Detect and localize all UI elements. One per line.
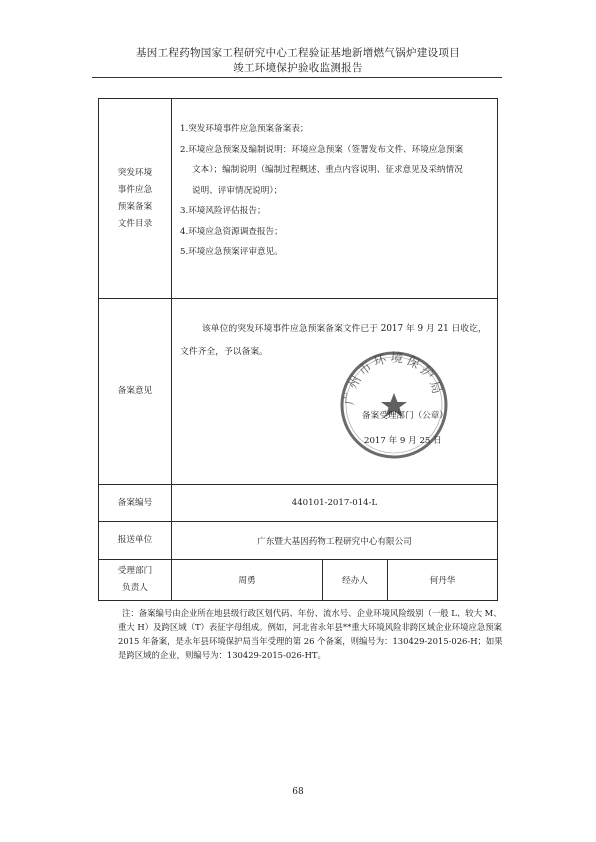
footnote: 注：备案编号由企业所在地县级行政区划代码、年份、流水号、企业环境风险级别（一般 L、较大 M、重大 H）及跨区域（T）表征字母组成。例如，河北省永年县**重大环境风险非跨区域企业环境应急预案 2015 年备案，是永年县环境保护局当年受理的第 26 个备案，则编号为：130429-2015-026-H；如果是跨区域的企业，则编号为：130429-2015-026-HT。 [118,608,503,660]
directory-item: 5.环境应急预案评审意见。 [180,247,283,257]
opinion-text-line2: 文件齐全，予以备案。 [180,347,268,357]
form-row-directory [99,99,498,299]
form-row-number [99,485,498,522]
report-title-line1: 基因工程药物国家工程研究中心工程验证基地新增燃气锅炉建设项目 [136,47,460,59]
responsible-person: 周勇 [172,560,323,600]
number-label: 备案编号 [99,485,172,522]
directory-item: 说明、评审情况说明）； [192,185,283,196]
form-row-responsible [99,560,498,601]
opinion-label: 备案意见 [99,299,172,485]
filing-number: 440101-2017-014-L [172,485,498,522]
handler-label: 经办人 [323,560,388,600]
header-rule [92,77,502,78]
filing-form-table [98,98,498,601]
seal-caption: 备案受理部门（公章） [362,411,448,421]
page-number: 68 [292,787,304,797]
directory-label: 突发环境 事件应急 预案备案 文件目录 [99,99,172,299]
submitter-label: 报送单位 [99,522,172,560]
opinion-cell [172,299,498,485]
submitter-name: 广东暨大基因药物工程研究中心有限公司 [172,522,498,560]
responsible-label: 受理部门 负责人 [99,560,172,601]
handler-name: 何丹华 [429,576,456,586]
form-row-opinion [99,299,498,485]
directory-item: 2.环境应急预案及编制说明：环境应急预案（签署发布文件、环境应急预案 [180,144,464,155]
svg-text:广州市环境保护局: 广州市环境保护局 [341,349,446,406]
form-row-submitter [99,522,498,560]
directory-item: 4.环境应急资源调查报告； [180,226,283,237]
directory-item: 文本）；编制说明（编制过程概述、重点内容说明、征求意见及采纳情况 [192,165,463,175]
report-title-line2: 竣工环境保护验收监测报告 [233,62,363,74]
directory-contents [172,99,498,299]
directory-item: 3.环境风险评估报告； [180,206,266,216]
directory-item: 1.突发环境事件应急预案备案表； [180,124,309,134]
opinion-text-line1: 该单位的突发环境事件应急预案备案文件已于 2017 年 9 月 21 日收讫， [202,324,487,334]
seal-date: 2017 年 9 月 25 日 [364,436,442,446]
